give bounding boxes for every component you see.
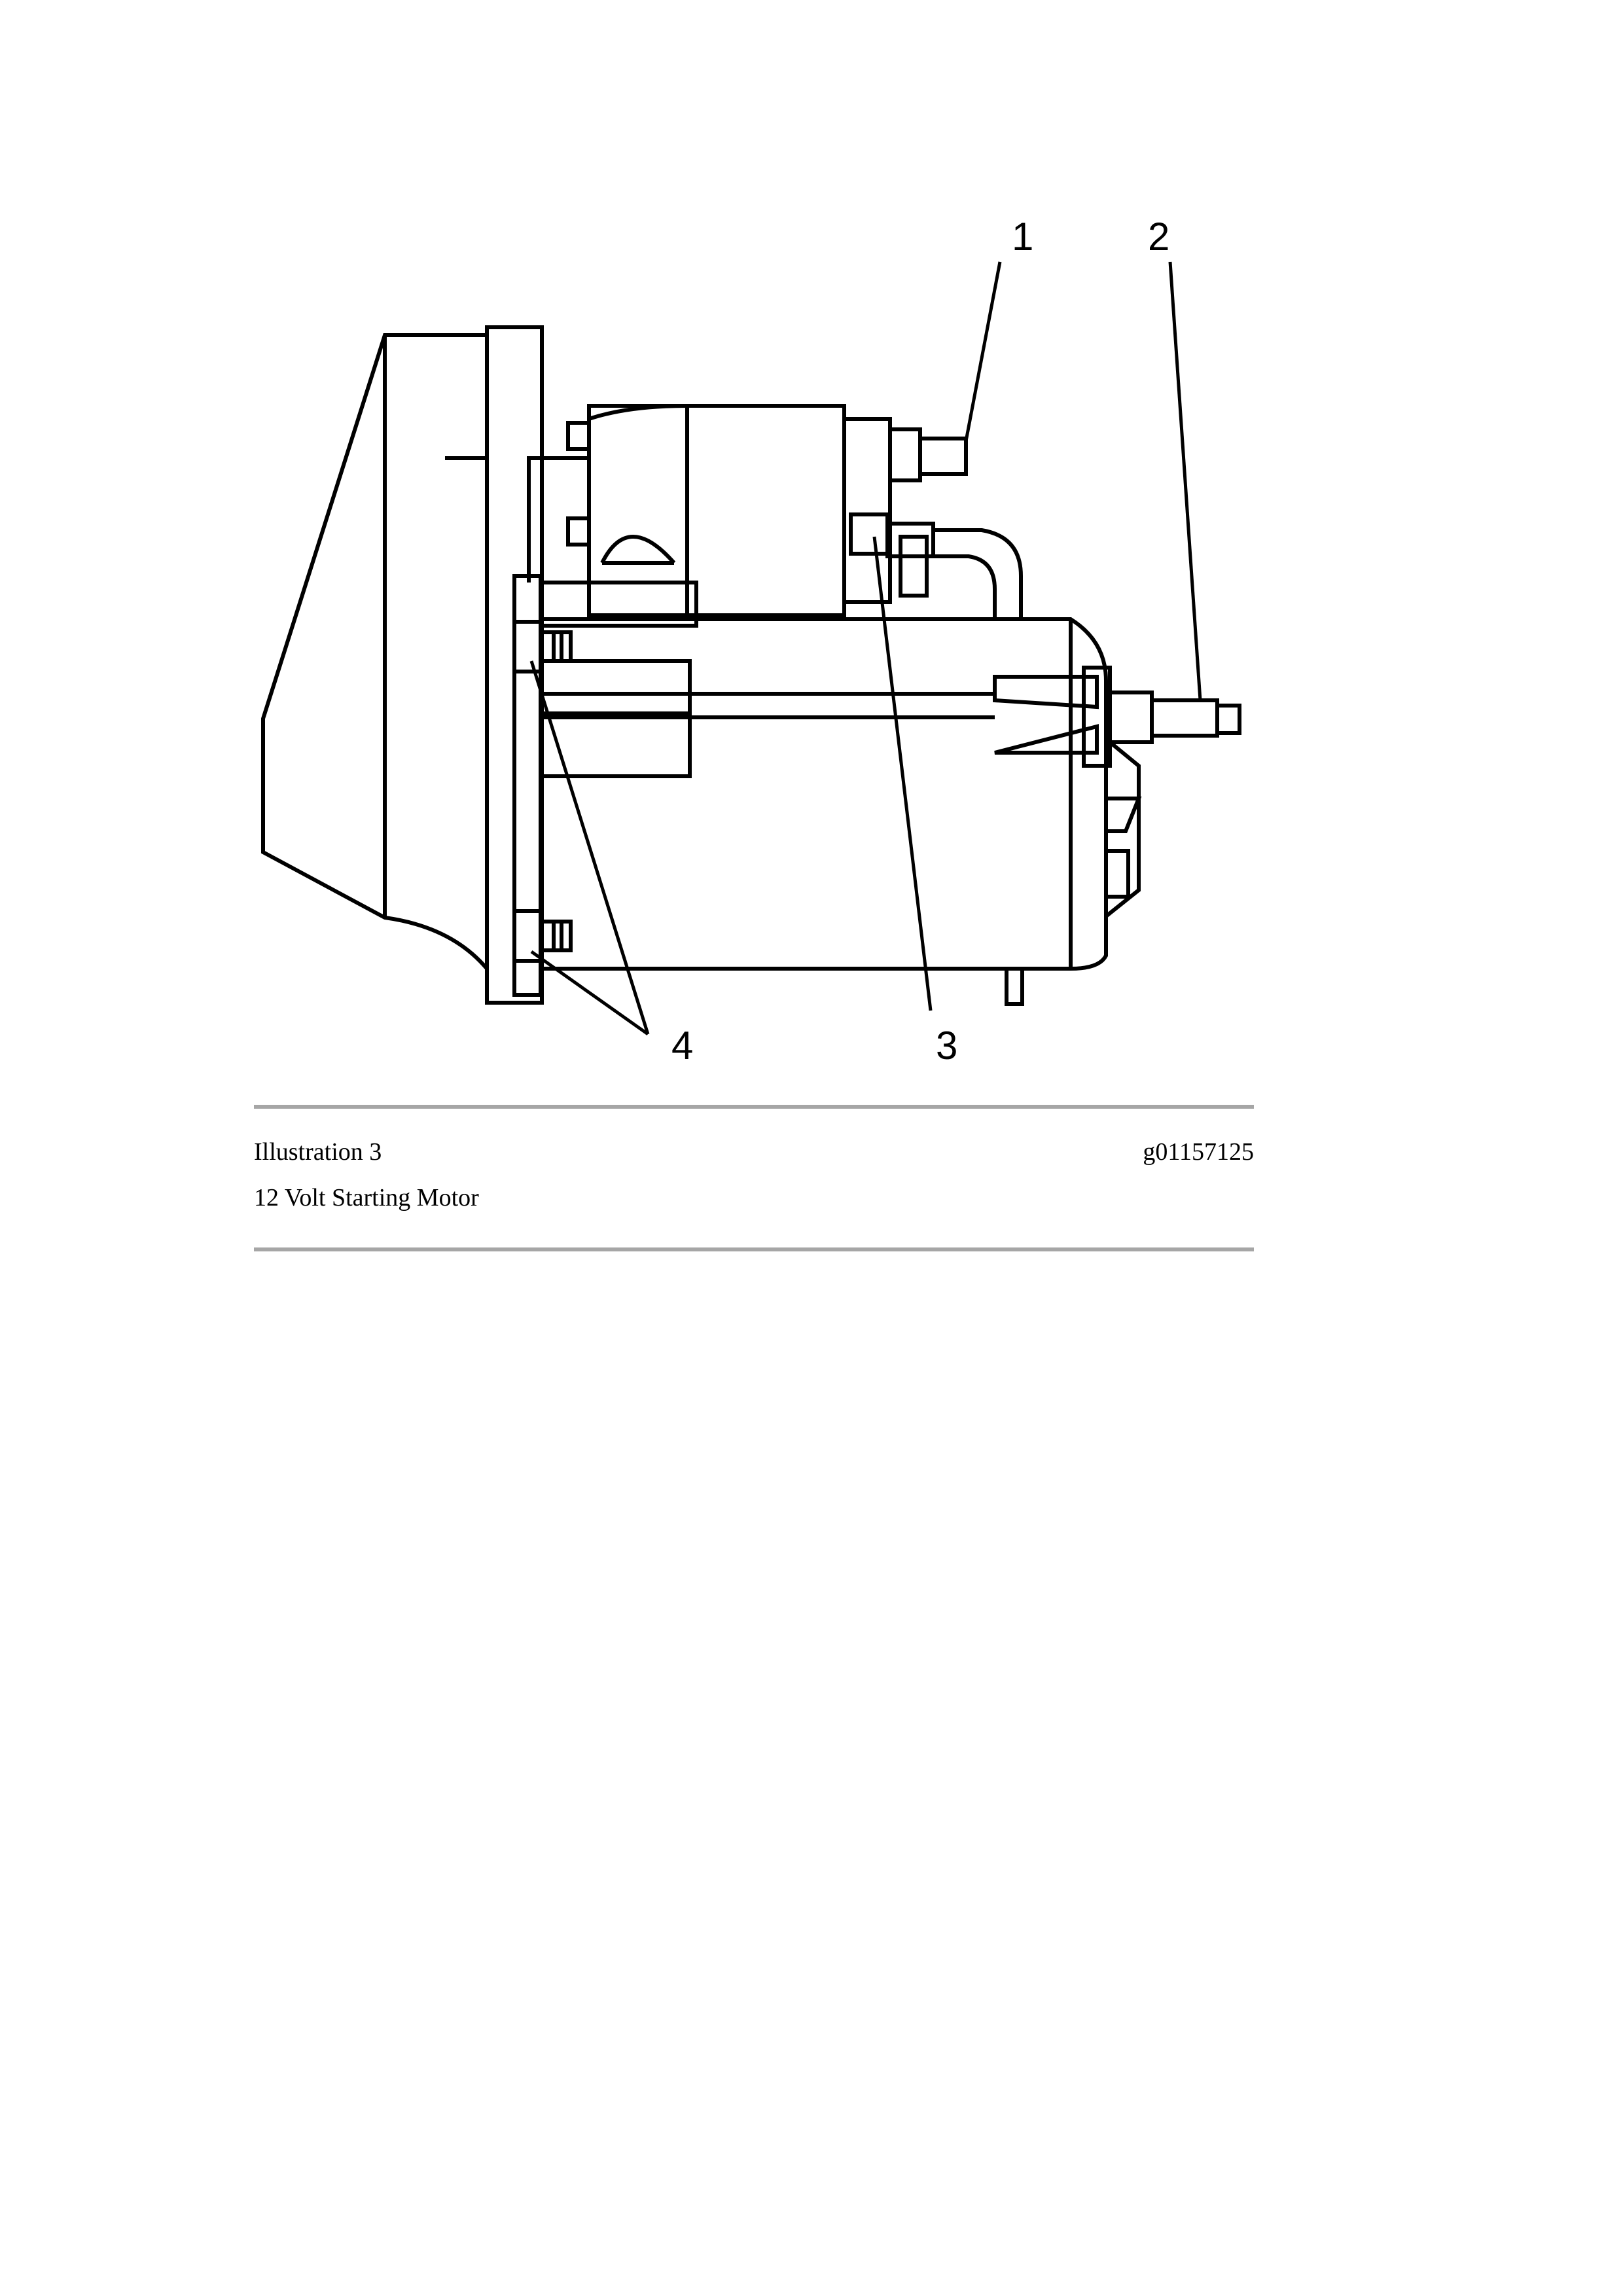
caption-title: 12 Volt Starting Motor <box>254 1184 479 1211</box>
illustration-label: Illustration 3 <box>254 1138 382 1166</box>
callout-3: 3 <box>936 1024 958 1067</box>
leader-line-4b <box>531 952 648 1034</box>
leader-line-3 <box>874 537 931 1011</box>
starting-motor-illustration <box>0 0 1623 1073</box>
leader-line-1 <box>966 262 1000 441</box>
callout-2: 2 <box>1148 215 1170 259</box>
caption-rule-bottom <box>254 1247 1254 1251</box>
graphic-id: g01157125 <box>1143 1138 1254 1166</box>
motor-body <box>542 619 1106 969</box>
callout-4: 4 <box>671 1024 694 1067</box>
mounting-bolt-top <box>514 622 541 672</box>
leader-line-2 <box>1170 262 1200 700</box>
solenoid-nut-top <box>568 423 589 449</box>
caption-rule-top <box>254 1105 1254 1109</box>
solenoid-nut-bottom <box>568 518 589 545</box>
callout-1: 1 <box>1012 215 1034 259</box>
drive-nose-cone <box>263 335 487 969</box>
battery-terminal <box>890 429 920 480</box>
motor-terminal <box>1110 692 1152 742</box>
switch-terminal <box>851 514 887 554</box>
